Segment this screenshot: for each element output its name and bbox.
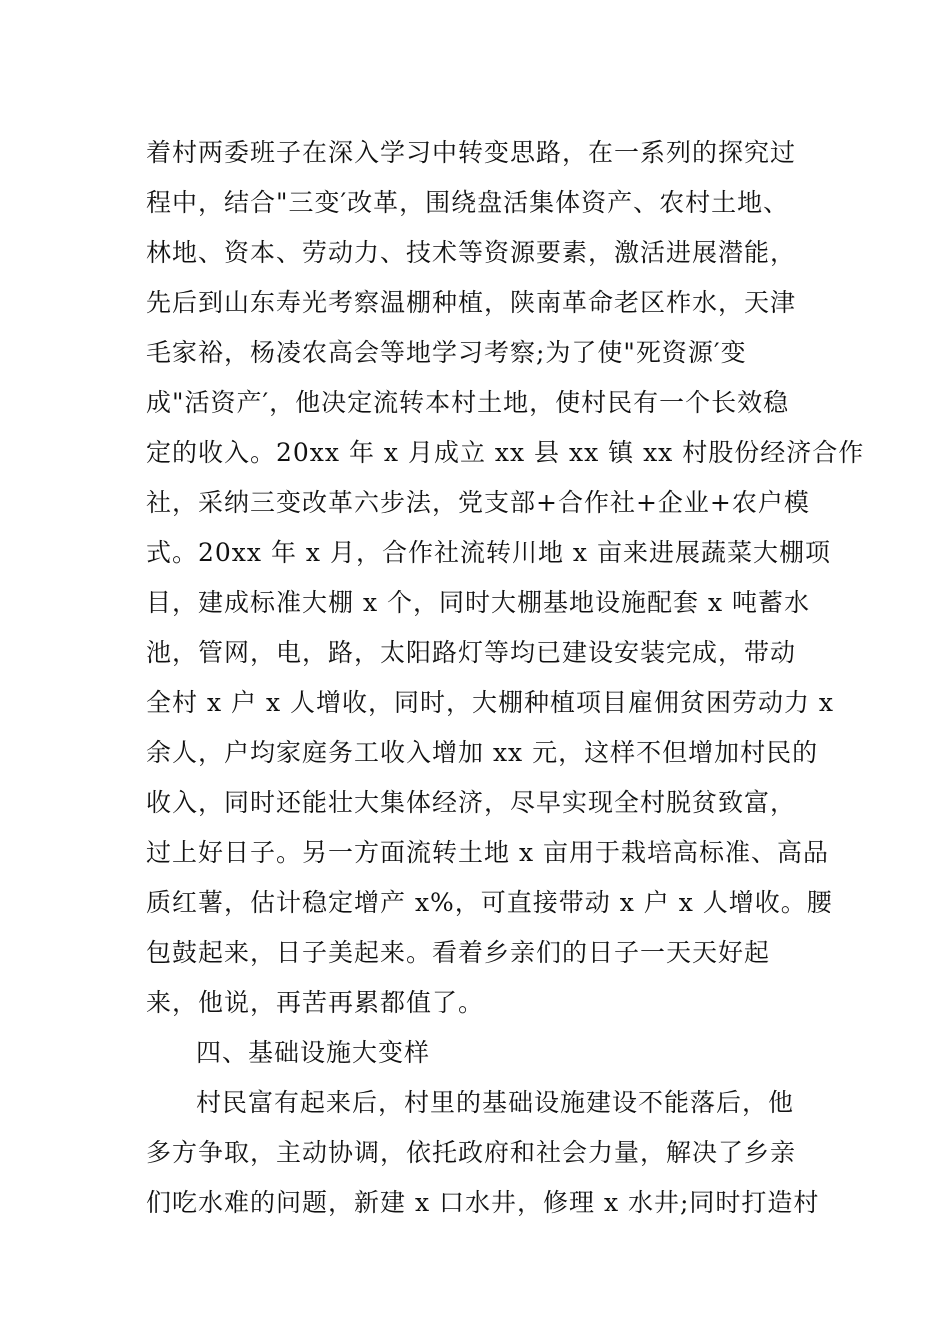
text-line: 过上好日子。另一方面流转土地 x 亩用于栽培高标准、高品	[146, 838, 829, 867]
section-heading: 四、基础设施大变样	[196, 1038, 431, 1067]
body-text	[146, 128, 865, 1228]
text-line: 多方争取，主动协调，依托政府和社会力量，解决了乡亲	[146, 1138, 797, 1167]
text-line: 先后到山东寿光考察温棚种植，陕南革命老区柞水，天津	[146, 288, 797, 317]
text-line: 余人，户均家庭务工收入增加 xx 元，这样不但增加村民的	[146, 738, 819, 767]
text-line: 池，管网，电，路，太阳路灯等均已建设安装完成，带动	[146, 638, 797, 667]
text-line: 们吃水难的问题，新建 x 口水井，修理 x 水井;同时打造村	[146, 1188, 820, 1217]
text-line: 成"活资产′，他决定流转本村土地，使村民有一个长效稳	[146, 388, 790, 417]
text-line: 毛家裕，杨凌农高会等地学习考察;为了使"死资源′变	[146, 338, 747, 367]
text-line: 式。20xx 年 x 月，合作社流转川地 x 亩来进展蔬菜大棚项	[146, 538, 831, 567]
text-line: 林地、资本、劳动力、技术等资源要素，激活进展潜能，	[146, 238, 797, 267]
text-line: 质红薯，估计稳定增产 x%，可直接带动 x 户 x 人增收。腰	[146, 888, 833, 917]
text-line: 全村 x 户 x 人增收，同时，大棚种植项目雇佣贫困劳动力 x	[146, 688, 835, 717]
text-line: 着村两委班子在深入学习中转变思路，在一系列的探究过	[146, 138, 797, 167]
text-line: 定的收入。20xx 年 x 月成立 xx 县 xx 镇 xx 村股份经济合作	[146, 438, 865, 467]
text-line: 程中，结合"三变′改革，围绕盘活集体资产、农村土地、	[146, 188, 790, 217]
text-line: 目，建成标准大棚 x 个，同时大棚基地设施配套 x 吨蓄水	[146, 588, 810, 617]
text-line: 包鼓起来，日子美起来。看着乡亲们的日子一天天好起	[146, 938, 771, 967]
text-line: 来，他说，再苦再累都值了。	[146, 988, 485, 1017]
text-line: 社，采纳三变改革六步法，党支部+合作社+企业+农户模	[146, 488, 810, 517]
text-line: 收入，同时还能壮大集体经济，尽早实现全村脱贫致富，	[146, 788, 797, 817]
text-line: 村民富有起来后，村里的基础设施建设不能落后，他	[196, 1088, 795, 1117]
